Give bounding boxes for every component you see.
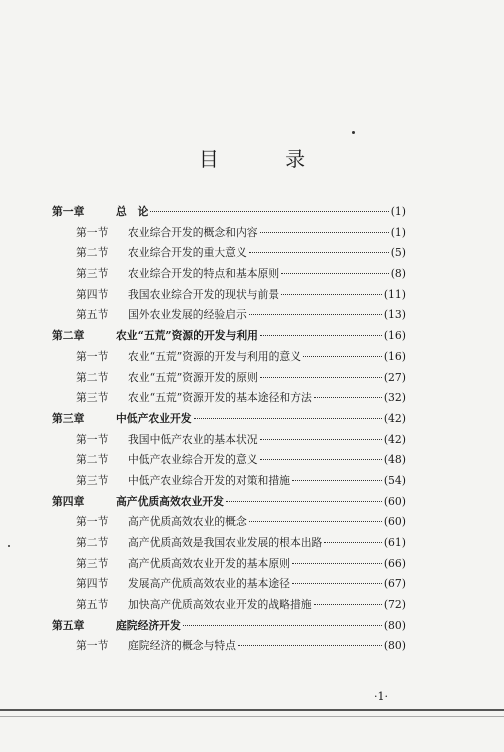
toc-entry-label: 第二节 [76,246,109,260]
toc-entry-label: 第一节 [76,225,109,239]
toc-dot-leader [249,252,389,253]
toc-dot-leader [292,563,382,564]
toc-entry-title: 高产优质高效农业的概念 [128,515,247,529]
toc-entry-title: 农业“五荒”资源开发的基本途径和方法 [128,391,312,405]
toc-dot-leader [249,314,382,315]
toc-entry-title: 我国中低产农业的基本状况 [128,432,258,446]
toc-entry-label: 第五章 [52,618,85,632]
scan-speck [352,131,355,134]
toc-dot-leader [226,501,382,502]
page-number: ·1· [374,690,388,703]
toc-dot-leader [314,604,382,605]
toc-dot-leader [183,625,382,626]
toc-entry-page: (80) [383,639,406,653]
toc-entry-title: 农业综合开发的特点和基本原则 [128,267,280,281]
toc-dot-leader [260,439,382,440]
toc-entry-title: 国外农业发展的经验启示 [128,308,247,322]
toc-chapter-row[interactable] [52,328,406,349]
toc-entry-title: 农业“五荒”资源开发的原则 [128,370,258,384]
toc-entry-page: (66) [383,556,406,570]
toc-entry-page: (60) [383,515,406,529]
toc-entry-label: 第四节 [76,287,109,301]
toc-section-row[interactable] [52,556,406,577]
toc-section-row[interactable] [52,266,406,287]
toc-entry-page: (32) [383,391,406,405]
toc-entry-title: 农业综合开发的概念和内容 [128,225,258,239]
toc-entry-page: (11) [383,287,406,301]
toc-section-row[interactable] [52,307,406,328]
toc-entry-page: (61) [383,536,406,549]
toc-entry-title: 总 论 [116,205,149,218]
toc-entry-label: 第三节 [76,473,109,487]
toc-entry-label: 第五节 [76,598,109,612]
toc-entry-label: 第一章 [52,205,85,218]
toc-dot-leader [150,211,388,212]
toc-entry-page: (60) [383,494,406,508]
toc-dot-leader [260,232,389,233]
toc-section-row[interactable] [52,432,406,453]
toc-section-row[interactable] [52,473,406,494]
toc-dot-leader [324,542,381,543]
toc-entry-title: 加快高产优质高效农业开发的战略措施 [128,598,312,612]
toc-entry-label: 第二章 [52,329,85,343]
toc-section-row[interactable] [52,597,406,618]
toc-entry-title: 农业“五荒”资源的开发与利用 [116,329,258,343]
toc-entry-page: (16) [383,349,406,363]
toc-entry-page: (13) [383,308,406,322]
toc-entry-title: 中低产农业开发 [116,411,192,425]
toc-dot-leader [292,583,382,584]
bottom-rule-shadow [0,716,504,717]
toc-entry-page: (1) [390,205,406,218]
toc-section-row[interactable] [52,349,406,370]
toc-entry-label: 第五节 [76,308,109,322]
toc-entry-title: 中低产农业综合开发的意义 [128,453,258,467]
toc-entry-label: 第三节 [76,267,109,281]
toc-dot-leader [281,273,389,274]
toc-entry-title: 农业综合开发的重大意义 [128,246,247,260]
toc-section-row[interactable] [52,638,406,659]
toc-entry-title: 高产优质高效是我国农业发展的根本出路 [128,536,323,549]
toc-entry-page: (54) [383,473,406,487]
toc-section-row[interactable] [52,245,406,266]
toc-entry-page: (42) [383,411,406,425]
toc-chapter-row[interactable] [52,411,406,432]
toc-entry-label: 第一节 [76,515,109,529]
toc-entry-page: (48) [383,453,406,467]
toc-entry-label: 第三章 [52,411,85,425]
page-title: 目 录 [198,147,336,171]
toc-section-row[interactable] [52,576,406,597]
toc-dot-leader [281,294,382,295]
toc-dot-leader [238,645,382,646]
toc-entry-page: (1) [390,225,406,239]
toc-entry-label: 第一节 [76,639,109,653]
toc-dot-leader [260,335,382,336]
toc-section-row[interactable] [52,514,406,535]
toc-section-row[interactable] [52,452,406,473]
toc-section-row[interactable] [52,535,406,556]
toc-entry-title: 中低产农业综合开发的对策和措施 [128,473,290,487]
bottom-rule [0,709,504,711]
toc-section-row[interactable] [52,390,406,411]
toc-entry-page: (67) [383,577,406,591]
toc-entry-label: 第二节 [76,536,109,549]
toc-entry-title: 庭院经济开发 [116,618,181,632]
toc-entry-label: 第二节 [76,453,109,467]
toc-entry-label: 第一节 [76,432,109,446]
toc-entry-page: (16) [383,329,406,343]
toc-entry-page: (42) [383,432,406,446]
toc-entry-title: 发展高产优质高效农业的基本途径 [128,577,290,591]
scan-speck [8,545,10,547]
toc-entry-title: 农业“五荒”资源的开发与利用的意义 [128,349,301,363]
toc-entry-label: 第一节 [76,349,109,363]
toc-dot-leader [194,418,382,419]
toc-entry-page: (80) [383,618,406,632]
toc-entry-page: (27) [383,370,406,384]
toc-entry-label: 第四节 [76,577,109,591]
table-of-contents [52,204,406,659]
toc-dot-leader [303,356,382,357]
toc-chapter-row[interactable] [52,494,406,515]
toc-entry-title: 高产优质高效农业开发 [116,494,224,508]
toc-section-row[interactable] [52,287,406,308]
toc-entry-label: 第三节 [76,556,109,570]
toc-dot-leader [292,480,382,481]
toc-entry-label: 第三节 [76,391,109,405]
toc-dot-leader [260,377,382,378]
toc-dot-leader [314,397,382,398]
toc-section-row[interactable] [52,225,406,246]
toc-entry-page: (5) [390,246,406,260]
toc-dot-leader [260,459,382,460]
toc-entry-title: 庭院经济的概念与特点 [128,639,236,653]
toc-section-row[interactable] [52,370,406,391]
toc-entry-page: (8) [390,267,406,281]
toc-entry-label: 第二节 [76,370,109,384]
toc-chapter-row[interactable] [52,618,406,639]
toc-chapter-row[interactable] [52,204,406,225]
toc-entry-title: 高产优质高效农业开发的基本原则 [128,556,290,570]
toc-dot-leader [249,521,382,522]
toc-entry-label: 第四章 [52,494,85,508]
toc-entry-title: 我国农业综合开发的现状与前景 [128,287,280,301]
toc-entry-page: (72) [383,598,406,612]
